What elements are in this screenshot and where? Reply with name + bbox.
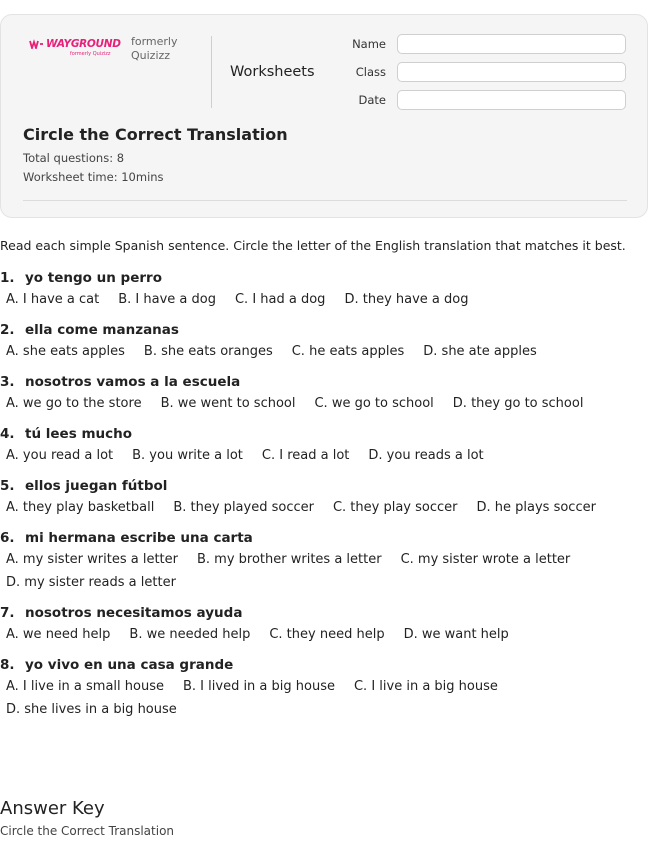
options-row xyxy=(0,623,650,646)
total-questions: Total questions: 8 xyxy=(23,151,125,165)
options-row xyxy=(0,392,650,415)
option-b[interactable]: B. we went to school xyxy=(160,396,296,411)
option-b[interactable]: B. my brother writes a letter xyxy=(196,552,382,567)
options-row xyxy=(0,675,650,698)
option-b[interactable]: B. she eats oranges xyxy=(143,344,273,359)
worksheets-label: Worksheets xyxy=(230,64,315,80)
option-a[interactable]: A. I live in a small house xyxy=(6,679,164,694)
question-text: ellos juegan fútbol xyxy=(25,478,168,494)
option-d[interactable]: D. we want help xyxy=(403,627,509,642)
option-c[interactable]: C. they need help xyxy=(269,627,385,642)
options-row xyxy=(0,496,650,519)
logo-subtext: formerly Quizizz xyxy=(70,51,111,57)
option-d[interactable]: D. he plays soccer xyxy=(476,500,596,515)
worksheet-time: Worksheet time: 10mins xyxy=(23,170,164,184)
question-prompt xyxy=(0,603,650,623)
header-rule xyxy=(23,200,627,201)
option-d[interactable]: D. they have a dog xyxy=(344,292,469,307)
question-prompt xyxy=(0,476,650,496)
question-6 xyxy=(0,528,650,594)
question-number: 5. xyxy=(0,478,15,494)
answer-key-title: Answer Key xyxy=(0,798,105,819)
question-prompt xyxy=(0,655,650,675)
option-c[interactable]: C. I read a lot xyxy=(261,448,350,463)
wayground-logo xyxy=(29,38,121,60)
instructions: Read each simple Spanish sentence. Circle the letter of the English translation that matches it best. xyxy=(0,238,626,253)
formerly-line2: Quizizz xyxy=(131,49,171,62)
option-b[interactable]: B. I have a dog xyxy=(118,292,216,307)
options-row xyxy=(0,698,650,721)
option-a[interactable]: A. I have a cat xyxy=(6,292,100,307)
option-a[interactable]: A. my sister writes a letter xyxy=(6,552,178,567)
question-8 xyxy=(0,655,650,721)
question-prompt xyxy=(0,268,650,288)
worksheet-title: Circle the Correct Translation xyxy=(23,125,288,144)
question-text: tú lees mucho xyxy=(25,426,133,442)
question-4 xyxy=(0,424,650,467)
option-d[interactable]: D. you reads a lot xyxy=(368,448,484,463)
question-number: 1. xyxy=(0,270,15,286)
question-text: yo vivo en una casa grande xyxy=(25,657,234,673)
class-label: Class xyxy=(355,65,386,79)
option-a[interactable]: A. they play basketball xyxy=(6,500,155,515)
question-number: 6. xyxy=(0,530,15,546)
option-d[interactable]: D. my sister reads a letter xyxy=(6,575,176,590)
question-prompt xyxy=(0,372,650,392)
question-number: 8. xyxy=(0,657,15,673)
option-c[interactable]: C. I had a dog xyxy=(234,292,326,307)
logo-text: WAYGROUND xyxy=(46,38,121,50)
options-row xyxy=(0,444,650,467)
name-label: Name xyxy=(352,37,386,51)
options-row xyxy=(0,548,650,571)
option-b[interactable]: B. you write a lot xyxy=(132,448,243,463)
option-a[interactable]: A. you read a lot xyxy=(6,448,114,463)
class-field[interactable] xyxy=(397,62,626,82)
option-d[interactable]: D. she lives in a big house xyxy=(6,702,177,717)
question-text: ella come manzanas xyxy=(25,322,179,338)
option-c[interactable]: C. he eats apples xyxy=(291,344,405,359)
options-row xyxy=(0,340,650,363)
option-d[interactable]: D. they go to school xyxy=(452,396,584,411)
option-a[interactable]: A. we go to the store xyxy=(6,396,142,411)
question-5 xyxy=(0,476,650,519)
question-prompt xyxy=(0,320,650,340)
question-3 xyxy=(0,372,650,415)
option-d[interactable]: D. she ate apples xyxy=(423,344,537,359)
option-c[interactable]: C. we go to school xyxy=(314,396,434,411)
options-row xyxy=(0,571,650,594)
question-number: 7. xyxy=(0,605,15,621)
question-text: nosotros vamos a la escuela xyxy=(25,374,241,390)
question-7 xyxy=(0,603,650,646)
question-text: yo tengo un perro xyxy=(25,270,162,286)
formerly-line1: formerly xyxy=(131,35,178,48)
date-label: Date xyxy=(358,93,386,107)
question-2 xyxy=(0,320,650,363)
wayground-logo-icon xyxy=(29,39,45,49)
question-number: 2. xyxy=(0,322,15,338)
option-c[interactable]: C. they play soccer xyxy=(332,500,458,515)
answer-key-subtitle: Circle the Correct Translation xyxy=(0,824,175,838)
question-prompt xyxy=(0,424,650,444)
option-b[interactable]: B. we needed help xyxy=(129,627,251,642)
question-number: 4. xyxy=(0,426,15,442)
date-field[interactable] xyxy=(397,90,626,110)
option-b[interactable]: B. they played soccer xyxy=(173,500,314,515)
option-c[interactable]: C. my sister wrote a letter xyxy=(400,552,571,567)
question-prompt xyxy=(0,528,650,548)
name-field[interactable] xyxy=(397,34,626,54)
formerly-quizizz xyxy=(131,35,178,63)
option-b[interactable]: B. I lived in a big house xyxy=(183,679,335,694)
option-a[interactable]: A. she eats apples xyxy=(6,344,125,359)
question-text: mi hermana escribe una carta xyxy=(25,530,253,546)
options-row xyxy=(0,288,650,311)
option-a[interactable]: A. we need help xyxy=(6,627,111,642)
question-number: 3. xyxy=(0,374,15,390)
question-text: nosotros necesitamos ayuda xyxy=(25,605,243,621)
option-c[interactable]: C. I live in a big house xyxy=(353,679,498,694)
question-1 xyxy=(0,268,650,311)
header-divider xyxy=(211,36,212,108)
